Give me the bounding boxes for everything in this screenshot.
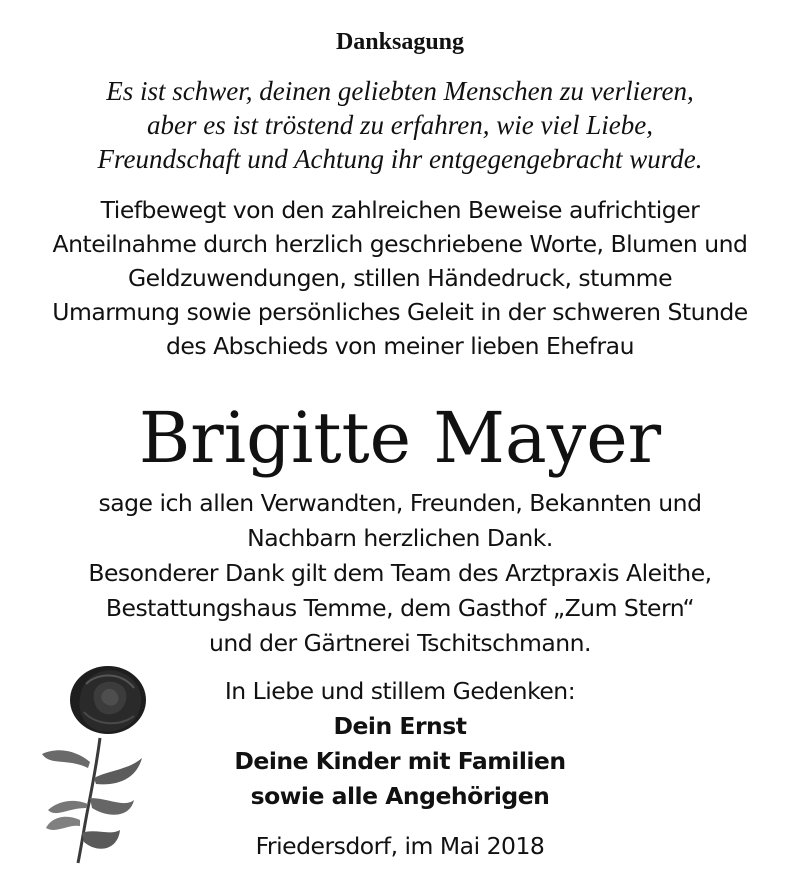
thanks-line: Nachbarn herzlichen Dank. bbox=[247, 524, 553, 552]
rose-icon bbox=[38, 658, 158, 868]
place-date: Friedersdorf, im Mai 2018 bbox=[255, 832, 545, 860]
deceased-name: Brigitte Mayer bbox=[138, 397, 662, 479]
intro-text bbox=[0, 193, 800, 363]
intro-line: Umarmung sowie persönliches Geleit in der schweren Stunde bbox=[52, 298, 748, 326]
quote-line: aber es ist tröstend zu erfahren, wie viel Liebe, bbox=[147, 110, 653, 140]
closing-intro: In Liebe und stillem Gedenken: bbox=[224, 677, 576, 705]
heading: Danksagung bbox=[335, 29, 465, 55]
quote-line: Es ist schwer, deinen geliebten Menschen zu verlieren, bbox=[106, 76, 694, 106]
thanks-line: Bestattungshaus Temme, dem Gasthof „Zum Stern“ bbox=[105, 594, 695, 622]
thanks-text bbox=[0, 486, 800, 661]
intro-line: des Abschieds von meiner lieben Ehefrau bbox=[166, 332, 634, 360]
signature-line: Deine Kinder mit Familien bbox=[234, 747, 566, 775]
signature-line: sowie alle Angehörigen bbox=[250, 782, 550, 810]
signature-line: Dein Ernst bbox=[333, 712, 467, 740]
intro-line: Tiefbewegt von den zahlreichen Beweise aufrichtiger bbox=[100, 196, 700, 224]
intro-line: Geldzuwendungen, stillen Händedruck, stumme bbox=[127, 264, 673, 292]
thanks-line: Besonderer Dank gilt dem Team des Arztpraxis Aleithe, bbox=[88, 559, 712, 587]
thanks-line: und der Gärtnerei Tschitschmann. bbox=[209, 629, 591, 657]
quote bbox=[0, 74, 800, 176]
intro-line: Anteilnahme durch herzlich geschriebene Worte, Blumen und bbox=[52, 230, 748, 258]
quote-line: Freundschaft und Achtung ihr entgegengebracht wurde. bbox=[97, 144, 703, 174]
closing-block bbox=[150, 674, 650, 814]
thanks-line: sage ich allen Verwandten, Freunden, Bekannten und bbox=[98, 489, 702, 517]
